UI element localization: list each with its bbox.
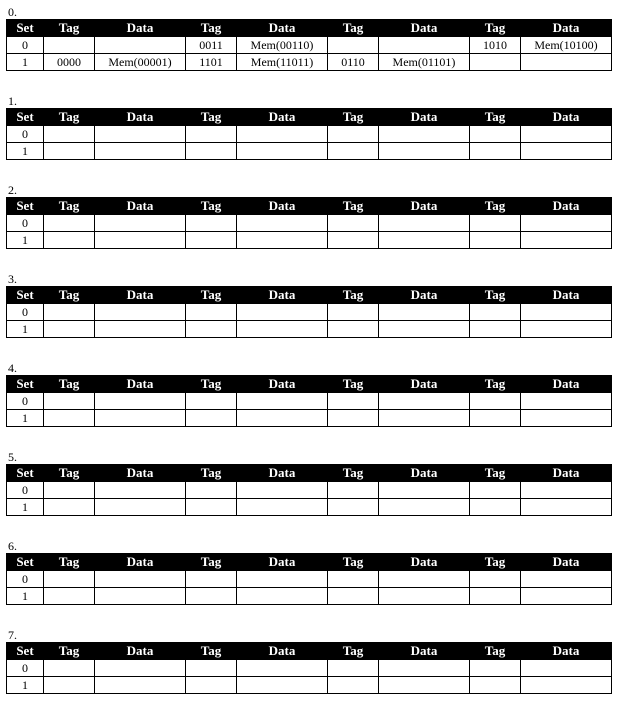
header-tag-3: Tag (328, 198, 379, 215)
cell-tag-1 (44, 410, 95, 427)
cell-tag-4 (470, 321, 521, 338)
step-label: 0. (8, 5, 17, 19)
cache-table (6, 197, 612, 249)
header-tag-1: Tag (44, 376, 95, 393)
cell-data-3 (379, 215, 470, 232)
cache-table (6, 642, 612, 694)
cell-data-4 (521, 232, 612, 249)
cell-set: 1 (7, 54, 44, 71)
cell-data-2 (237, 215, 328, 232)
header-set: Set (7, 376, 44, 393)
header-data-3: Data (379, 287, 470, 304)
header-data-1: Data (95, 465, 186, 482)
cell-data-2: Mem(00110) (237, 37, 328, 54)
cell-tag-3: 0110 (328, 54, 379, 71)
header-data-2: Data (237, 109, 328, 126)
cell-data-3 (379, 482, 470, 499)
header-data-2: Data (237, 287, 328, 304)
cell-tag-4 (470, 499, 521, 516)
cell-tag-2 (186, 410, 237, 427)
cell-tag-1 (44, 143, 95, 160)
cell-data-3 (379, 143, 470, 160)
cell-tag-3 (328, 571, 379, 588)
cell-tag-2 (186, 215, 237, 232)
cell-data-3 (379, 126, 470, 143)
cell-tag-2 (186, 588, 237, 605)
header-data-1: Data (95, 20, 186, 37)
cell-tag-4 (470, 410, 521, 427)
header-tag-2: Tag (186, 465, 237, 482)
header-data-4: Data (521, 287, 612, 304)
cell-data-3 (379, 660, 470, 677)
header-data-3: Data (379, 554, 470, 571)
header-set: Set (7, 198, 44, 215)
cell-tag-1 (44, 660, 95, 677)
cache-table (6, 553, 612, 605)
header-set: Set (7, 287, 44, 304)
cell-data-1 (95, 126, 186, 143)
header-row (7, 20, 612, 37)
table-row (7, 499, 612, 516)
cell-set: 0 (7, 304, 44, 321)
cell-set: 1 (7, 677, 44, 694)
cell-tag-3 (328, 232, 379, 249)
cell-tag-4 (470, 482, 521, 499)
cache-table (6, 19, 612, 71)
header-set: Set (7, 643, 44, 660)
step-block-2 (6, 184, 610, 273)
cell-tag-3 (328, 660, 379, 677)
cell-tag-2 (186, 677, 237, 694)
header-tag-2: Tag (186, 643, 237, 660)
cell-data-4 (521, 143, 612, 160)
header-tag-4: Tag (470, 554, 521, 571)
cell-tag-2 (186, 571, 237, 588)
cell-data-1 (95, 499, 186, 516)
header-data-2: Data (237, 198, 328, 215)
step-block-6 (6, 540, 610, 629)
header-row (7, 287, 612, 304)
cell-tag-1 (44, 37, 95, 54)
cell-data-2 (237, 660, 328, 677)
cell-tag-3 (328, 393, 379, 410)
cell-data-1: Mem(00001) (95, 54, 186, 71)
header-tag-3: Tag (328, 554, 379, 571)
step-label: 1. (8, 94, 17, 108)
table-row (7, 410, 612, 427)
cell-set: 0 (7, 393, 44, 410)
cell-tag-4 (470, 54, 521, 71)
cell-tag-4 (470, 232, 521, 249)
cell-tag-3 (328, 37, 379, 54)
cell-tag-4 (470, 571, 521, 588)
header-tag-4: Tag (470, 643, 521, 660)
header-data-2: Data (237, 643, 328, 660)
header-data-1: Data (95, 109, 186, 126)
header-tag-3: Tag (328, 109, 379, 126)
cell-tag-3 (328, 482, 379, 499)
cell-tag-2 (186, 143, 237, 160)
cell-tag-2 (186, 660, 237, 677)
table-row (7, 54, 612, 71)
cell-data-2 (237, 393, 328, 410)
header-tag-2: Tag (186, 198, 237, 215)
header-tag-1: Tag (44, 287, 95, 304)
cell-tag-1 (44, 677, 95, 694)
step-block-4 (6, 362, 610, 451)
header-tag-4: Tag (470, 20, 521, 37)
header-tag-3: Tag (328, 20, 379, 37)
cell-set: 0 (7, 482, 44, 499)
header-data-1: Data (95, 198, 186, 215)
cell-tag-4 (470, 215, 521, 232)
cell-tag-2 (186, 393, 237, 410)
cell-tag-4 (470, 143, 521, 160)
cell-set: 0 (7, 215, 44, 232)
header-data-2: Data (237, 465, 328, 482)
cell-set: 1 (7, 410, 44, 427)
cell-set: 0 (7, 37, 44, 54)
cell-tag-4 (470, 393, 521, 410)
header-row (7, 643, 612, 660)
cell-data-1 (95, 232, 186, 249)
cache-table (6, 108, 612, 160)
cell-data-4 (521, 410, 612, 427)
header-tag-4: Tag (470, 376, 521, 393)
header-tag-4: Tag (470, 287, 521, 304)
cell-data-1 (95, 143, 186, 160)
header-tag-2: Tag (186, 376, 237, 393)
cell-tag-1 (44, 232, 95, 249)
table-row (7, 393, 612, 410)
header-row (7, 109, 612, 126)
header-data-3: Data (379, 465, 470, 482)
cell-set: 1 (7, 232, 44, 249)
table-row (7, 126, 612, 143)
header-tag-3: Tag (328, 287, 379, 304)
step-label: 3. (8, 272, 17, 286)
cell-data-4 (521, 499, 612, 516)
header-data-4: Data (521, 643, 612, 660)
step-block-7 (6, 629, 610, 718)
table-row (7, 37, 612, 54)
header-data-2: Data (237, 554, 328, 571)
cell-data-3 (379, 571, 470, 588)
header-tag-4: Tag (470, 465, 521, 482)
cell-set: 0 (7, 126, 44, 143)
header-row (7, 554, 612, 571)
header-data-1: Data (95, 643, 186, 660)
cell-data-4: Mem(10100) (521, 37, 612, 54)
cell-data-3 (379, 304, 470, 321)
step-label: 5. (8, 450, 17, 464)
cell-data-2 (237, 321, 328, 338)
cell-tag-1 (44, 588, 95, 605)
cell-data-3 (379, 499, 470, 516)
header-tag-2: Tag (186, 109, 237, 126)
cell-data-1 (95, 321, 186, 338)
header-data-4: Data (521, 554, 612, 571)
cell-data-2 (237, 571, 328, 588)
cell-tag-1 (44, 482, 95, 499)
table-row (7, 143, 612, 160)
header-data-1: Data (95, 287, 186, 304)
header-tag-3: Tag (328, 465, 379, 482)
step-block-0 (6, 6, 610, 95)
table-row (7, 571, 612, 588)
cell-data-1 (95, 571, 186, 588)
cell-tag-2 (186, 482, 237, 499)
header-data-3: Data (379, 198, 470, 215)
cell-data-1 (95, 588, 186, 605)
header-tag-3: Tag (328, 376, 379, 393)
cell-data-1 (95, 215, 186, 232)
cell-data-4 (521, 54, 612, 71)
header-tag-3: Tag (328, 643, 379, 660)
cell-data-1 (95, 393, 186, 410)
cell-set: 1 (7, 499, 44, 516)
cell-tag-3 (328, 143, 379, 160)
header-data-3: Data (379, 20, 470, 37)
header-tag-4: Tag (470, 109, 521, 126)
cell-data-2: Mem(11011) (237, 54, 328, 71)
cell-data-4 (521, 393, 612, 410)
header-tag-1: Tag (44, 20, 95, 37)
cell-data-3 (379, 677, 470, 694)
cell-tag-1 (44, 321, 95, 338)
cell-tag-4 (470, 304, 521, 321)
cell-data-3 (379, 588, 470, 605)
header-data-2: Data (237, 376, 328, 393)
header-data-3: Data (379, 109, 470, 126)
cell-tag-2: 1101 (186, 54, 237, 71)
cache-trace-worksheet (6, 6, 610, 718)
cell-tag-1 (44, 215, 95, 232)
header-data-4: Data (521, 198, 612, 215)
cell-data-2 (237, 126, 328, 143)
cell-tag-1 (44, 393, 95, 410)
cell-data-3: Mem(01101) (379, 54, 470, 71)
step-label: 4. (8, 361, 17, 375)
cell-data-4 (521, 126, 612, 143)
header-tag-1: Tag (44, 643, 95, 660)
step-block-3 (6, 273, 610, 362)
cell-data-1 (95, 304, 186, 321)
header-set: Set (7, 20, 44, 37)
cell-set: 1 (7, 588, 44, 605)
cell-data-2 (237, 482, 328, 499)
header-tag-2: Tag (186, 554, 237, 571)
header-row (7, 376, 612, 393)
cell-data-2 (237, 304, 328, 321)
cell-data-1 (95, 410, 186, 427)
cell-data-4 (521, 571, 612, 588)
cell-data-1 (95, 660, 186, 677)
cell-tag-3 (328, 215, 379, 232)
cell-tag-1 (44, 304, 95, 321)
header-data-4: Data (521, 20, 612, 37)
header-row (7, 465, 612, 482)
cell-tag-2: 0011 (186, 37, 237, 54)
cell-data-2 (237, 143, 328, 160)
step-block-5 (6, 451, 610, 540)
cell-data-3 (379, 232, 470, 249)
cell-data-2 (237, 499, 328, 516)
cell-data-4 (521, 677, 612, 694)
cell-data-3 (379, 37, 470, 54)
step-label: 6. (8, 539, 17, 553)
cell-data-3 (379, 321, 470, 338)
header-set: Set (7, 109, 44, 126)
cell-tag-1 (44, 499, 95, 516)
cell-tag-2 (186, 304, 237, 321)
cell-tag-4 (470, 588, 521, 605)
header-data-4: Data (521, 376, 612, 393)
cell-set: 0 (7, 571, 44, 588)
cell-data-2 (237, 588, 328, 605)
table-row (7, 232, 612, 249)
cell-tag-4 (470, 126, 521, 143)
cell-data-3 (379, 393, 470, 410)
header-row (7, 198, 612, 215)
cell-data-2 (237, 677, 328, 694)
cell-tag-1 (44, 571, 95, 588)
cell-tag-3 (328, 499, 379, 516)
header-tag-1: Tag (44, 465, 95, 482)
cell-tag-3 (328, 410, 379, 427)
cache-table (6, 375, 612, 427)
header-data-1: Data (95, 554, 186, 571)
header-tag-1: Tag (44, 109, 95, 126)
header-data-4: Data (521, 109, 612, 126)
cache-table (6, 464, 612, 516)
cell-data-1 (95, 482, 186, 499)
cell-set: 1 (7, 143, 44, 160)
step-block-1 (6, 95, 610, 184)
header-tag-2: Tag (186, 20, 237, 37)
cell-tag-3 (328, 588, 379, 605)
cell-data-2 (237, 410, 328, 427)
header-data-2: Data (237, 20, 328, 37)
cell-tag-2 (186, 499, 237, 516)
cell-data-1 (95, 37, 186, 54)
cell-set: 1 (7, 321, 44, 338)
header-data-3: Data (379, 643, 470, 660)
table-row (7, 215, 612, 232)
header-data-4: Data (521, 465, 612, 482)
header-tag-1: Tag (44, 554, 95, 571)
header-data-3: Data (379, 376, 470, 393)
table-row (7, 482, 612, 499)
cell-tag-2 (186, 126, 237, 143)
cell-tag-4 (470, 660, 521, 677)
header-tag-1: Tag (44, 198, 95, 215)
cell-tag-3 (328, 126, 379, 143)
cell-tag-4: 1010 (470, 37, 521, 54)
cell-data-4 (521, 215, 612, 232)
cell-data-4 (521, 321, 612, 338)
cell-tag-4 (470, 677, 521, 694)
cell-set: 0 (7, 660, 44, 677)
table-row (7, 677, 612, 694)
cell-tag-3 (328, 304, 379, 321)
cell-tag-1: 0000 (44, 54, 95, 71)
cell-tag-3 (328, 677, 379, 694)
step-label: 7. (8, 628, 17, 642)
cell-data-3 (379, 410, 470, 427)
cell-data-1 (95, 677, 186, 694)
table-row (7, 660, 612, 677)
cell-tag-1 (44, 126, 95, 143)
cell-data-4 (521, 660, 612, 677)
header-set: Set (7, 554, 44, 571)
cell-tag-2 (186, 321, 237, 338)
header-tag-4: Tag (470, 198, 521, 215)
step-label: 2. (8, 183, 17, 197)
cell-tag-3 (328, 321, 379, 338)
header-data-1: Data (95, 376, 186, 393)
header-set: Set (7, 465, 44, 482)
cell-data-4 (521, 588, 612, 605)
cell-tag-2 (186, 232, 237, 249)
table-row (7, 321, 612, 338)
table-row (7, 588, 612, 605)
cell-data-4 (521, 304, 612, 321)
cache-table (6, 286, 612, 338)
cell-data-2 (237, 232, 328, 249)
cell-data-4 (521, 482, 612, 499)
header-tag-2: Tag (186, 287, 237, 304)
table-row (7, 304, 612, 321)
